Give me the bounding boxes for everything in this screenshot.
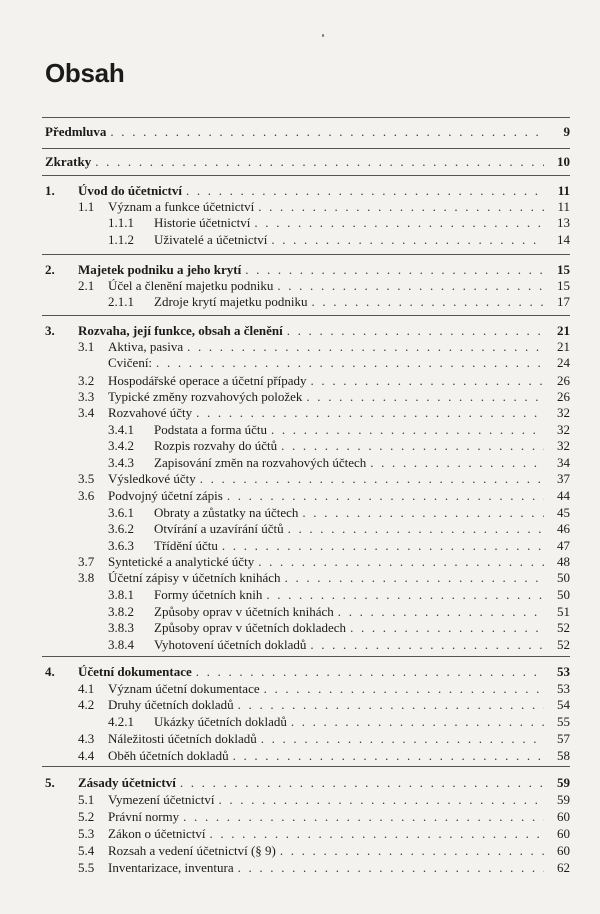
section-number: 4.2 (78, 697, 95, 712)
toc-section[interactable]: Oběh účetních dokladů . . . 58 (108, 747, 570, 763)
toc-section[interactable]: Podvojný účetní zápis . . . 44 (108, 487, 570, 503)
section-divider (42, 254, 570, 255)
toc-chapter[interactable]: Účetní dokumentace . . . 53 (78, 663, 570, 679)
toc-chapter[interactable]: Úvod do účetnictví . . . 11 (78, 182, 570, 198)
toc-section[interactable]: Inventarizace, inventura . . . 62 (108, 859, 570, 875)
toc-section[interactable]: Účel a členění majetku podniku . . . 15 (108, 277, 570, 293)
toc-section[interactable]: Typické změny rozvahových položek . . . 26 (108, 388, 570, 404)
toc-subsection[interactable]: Zapisování změn na rozvahových účtech . . . 34 (154, 454, 570, 470)
page-title: Obsah (45, 58, 125, 88)
toc-section[interactable]: Výsledkové účty . . . 37 (108, 470, 570, 486)
toc-entry[interactable]: Zkratky . . . 10 (45, 153, 570, 169)
toc-subsection[interactable]: Obraty a zůstatky na účtech . . . 45 (154, 504, 570, 520)
chapter-number: 2. (45, 262, 55, 277)
chapter-number: 4. (45, 664, 55, 679)
toc-subsection[interactable]: Zdroje krytí majetku podniku . . . 17 (154, 293, 570, 309)
toc-subsection[interactable]: Uživatelé a účetnictví . . . 14 (154, 231, 570, 247)
toc-subsection[interactable]: Rozpis rozvahy do účtů . . . 32 (154, 437, 570, 453)
section-number: 4.1 (78, 681, 95, 696)
subsection-number: 1.1.1 (108, 215, 134, 230)
toc-entry[interactable]: Předmluva . . . 9 (45, 123, 570, 139)
toc-subsection[interactable]: Vyhotovení účetních dokladů . . . 52 (154, 636, 570, 652)
subsection-number: 3.8.3 (108, 620, 134, 635)
subsection-number: 1.1.2 (108, 232, 134, 247)
section-number: 5.4 (78, 843, 95, 858)
section-divider (42, 766, 570, 767)
chapter-number: 3. (45, 323, 55, 338)
subsection-number: 2.1.1 (108, 294, 134, 309)
toc-subsection[interactable]: Historie účetnictví . . . 13 (154, 214, 570, 230)
toc-section[interactable]: Význam a funkce účetnictví . . . 11 (108, 198, 570, 214)
section-number: 3.4 (78, 405, 95, 420)
section-number: 3.6 (78, 488, 95, 503)
subsection-number: 3.4.1 (108, 422, 134, 437)
toc-section[interactable]: Právní normy . . . 60 (108, 808, 570, 824)
section-number: 5.1 (78, 792, 95, 807)
section-number: 2.1 (78, 278, 95, 293)
toc-section[interactable]: Syntetické a analytické účty . . . 48 (108, 553, 570, 569)
section-number: 3.8 (78, 570, 95, 585)
subsection-number: 3.6.2 (108, 521, 134, 536)
section-number: 4.3 (78, 731, 95, 746)
chapter-number: 1. (45, 183, 55, 198)
toc-section[interactable]: Hospodářské operace a účetní případy . . . 26 (108, 372, 570, 388)
subsection-number: 4.2.1 (108, 714, 134, 729)
toc-section[interactable]: Zákon o účetnictví . . . 60 (108, 825, 570, 841)
section-divider (42, 175, 570, 176)
subsection-number: 3.4.3 (108, 455, 134, 470)
toc-subsection[interactable]: Ukázky účetních dokladů . . . 55 (154, 713, 570, 729)
toc-chapter[interactable]: Rozvaha, její funkce, obsah a členění . . . 21 (78, 322, 570, 338)
section-divider (42, 315, 570, 316)
toc-subsection[interactable]: Otvírání a uzavírání účtů . . . 46 (154, 520, 570, 536)
subsection-number: 3.8.1 (108, 587, 134, 602)
section-number: 5.2 (78, 809, 95, 824)
section-number: 1.1 (78, 199, 95, 214)
toc-section[interactable]: Aktiva, pasiva . . . 21 (108, 338, 570, 354)
toc-subsection[interactable]: Způsoby oprav v účetních dokladech . . . 52 (154, 619, 570, 635)
toc-section[interactable]: Náležitosti účetních dokladů . . . 57 (108, 730, 570, 746)
toc-chapter[interactable]: Zásady účetnictví . . . 59 (78, 774, 570, 790)
toc-chapter[interactable]: Majetek podniku a jeho krytí . . . 15 (78, 261, 570, 277)
toc-subsection[interactable]: Třídění účtu . . . 47 (154, 537, 570, 553)
subsection-number: 3.6.1 (108, 505, 134, 520)
section-divider (42, 117, 570, 118)
subsection-number: 3.8.4 (108, 637, 134, 652)
subsection-number: 3.8.2 (108, 604, 134, 619)
section-number: 4.4 (78, 748, 95, 763)
toc-section[interactable]: Účetní zápisy v účetních knihách . . . 50 (108, 569, 570, 585)
toc-section[interactable]: Rozvahové účty . . . 32 (108, 404, 570, 420)
section-number: 5.5 (78, 860, 95, 875)
section-number: 3.7 (78, 554, 95, 569)
toc-section[interactable]: Rozsah a vedení účetnictví (§ 9) . . . 60 (108, 842, 570, 858)
subsection-number: 3.4.2 (108, 438, 134, 453)
chapter-number: 5. (45, 775, 55, 790)
section-number: 3.3 (78, 389, 95, 404)
toc-subsection[interactable]: Podstata a forma účtu . . . 32 (154, 421, 570, 437)
toc-section[interactable]: Druhy účetních dokladů . . . 54 (108, 696, 570, 712)
toc-section[interactable]: Vymezení účetnictví . . . 59 (108, 791, 570, 807)
section-number: 3.1 (78, 339, 95, 354)
paper-speck (322, 34, 324, 37)
subsection-number: 3.6.3 (108, 538, 134, 553)
toc-subsection[interactable]: Způsoby oprav v účetních knihách . . . 51 (154, 603, 570, 619)
toc-section[interactable]: Význam účetní dokumentace . . . 53 (108, 680, 570, 696)
section-number: 3.5 (78, 471, 95, 486)
section-divider (42, 656, 570, 657)
section-number: 3.2 (78, 373, 95, 388)
section-number: 5.3 (78, 826, 95, 841)
section-divider (42, 148, 570, 149)
toc-subsection[interactable]: Formy účetních knih . . . 50 (154, 586, 570, 602)
toc-exercise[interactable]: Cvičení: . . . 24 (108, 354, 570, 370)
